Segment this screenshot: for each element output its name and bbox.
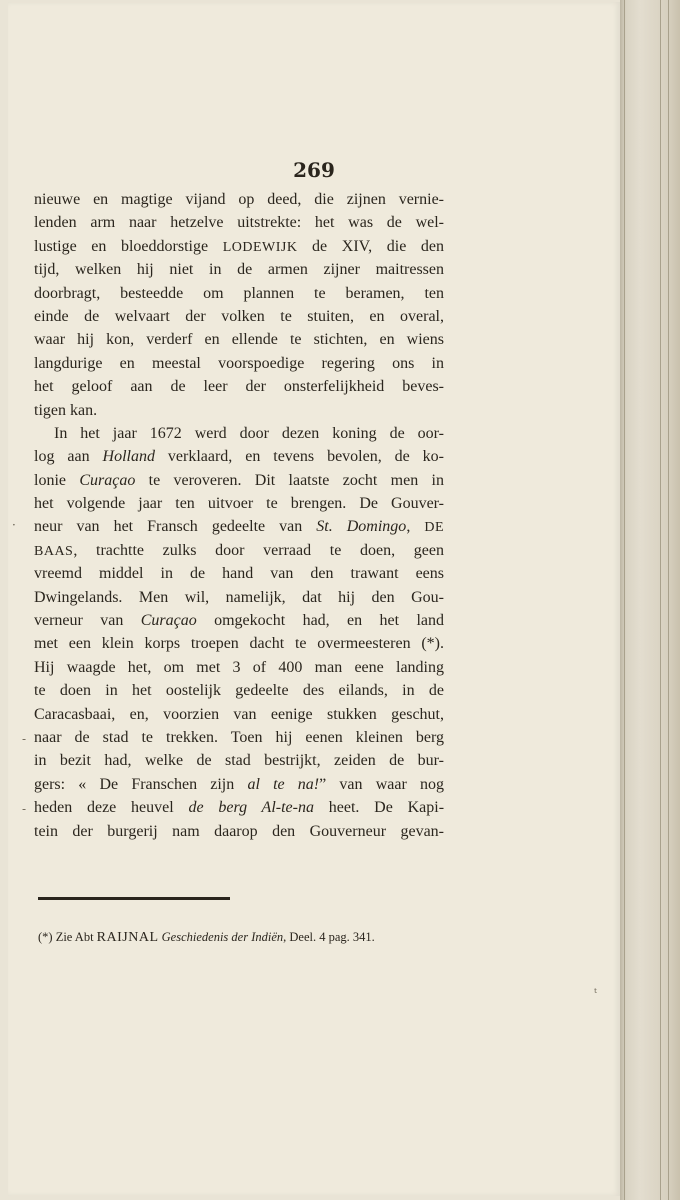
text-line: het geloof aan de leer der onsterfelijkheid beves- (34, 378, 444, 396)
paper-page (8, 2, 620, 1196)
margin-mark: - (22, 732, 27, 746)
footnote: (*) Zie Abt RAIJNAL Geschiedenis der Indiën, Deel. 4 pag. 341. (38, 930, 375, 945)
text-line: lustige en bloeddorstige LODEWIJK de XIV, die den (34, 237, 445, 255)
small-caps-name: BAAS (34, 543, 74, 559)
page-edge (620, 0, 680, 1200)
text-line: nieuwe en magtige vijand op deed, die zijnen vernie- (34, 191, 444, 208)
italic-term: Curaçao (79, 471, 136, 489)
text-line: einde de welvaart der volken te stuiten, en overal, (34, 307, 444, 325)
italic-term: Curaçao (140, 612, 197, 630)
page-number: 269 (293, 158, 335, 182)
italic-term: St. Domingo (316, 518, 407, 536)
text-line: Dwingelands. Men wil, namelijk, dat hij den Gou- (34, 588, 444, 606)
margin-mark: · (12, 518, 16, 532)
text-line: met een klein korps troepen dacht te overmeesteren (*). (34, 635, 444, 653)
text-line: doorbragt, besteedde om plannen te beramen, ten (34, 284, 444, 302)
text-line: naar de stad te trekken. Toen hij eenen kleinen berg (34, 728, 444, 746)
italic-term: al te na! (247, 775, 320, 793)
text-line: lonie Curaçao te veroveren. Dit laatste zocht men in (34, 471, 444, 489)
text-line: langdurige en meestal voorspoedige regering ons in (34, 354, 444, 372)
text-line: gers: « De Franschen zijn al te na!” van waar nog (34, 775, 444, 793)
small-caps-name: LODEWIJK (222, 239, 298, 255)
text-line: log aan Holland verklaard, en tevens bevolen, de ko- (34, 448, 444, 466)
text-line: tigen kan. (34, 401, 98, 419)
italic-term: de berg Al-te-na (188, 799, 314, 817)
edge-line (660, 0, 661, 1200)
text-line: tijd, welken hij niet in de armen zijner maitressen (34, 261, 444, 279)
small-caps-name: RAIJNAL (96, 930, 159, 945)
edge-line (668, 0, 669, 1200)
text-line: tein der burgerij nam daarop den Gouverneur gevan- (34, 822, 444, 840)
text-line: heden deze heuvel de berg Al-te-na heet. De Kapi- (34, 799, 445, 817)
text-line: verneur van Curaçao omgekocht had, en het land (34, 612, 444, 630)
body-text (34, 188, 444, 843)
edge-line (624, 0, 625, 1200)
text-line: waar hij kon, verderf en ellende te stichten, en wiens (34, 331, 444, 349)
margin-mark: - (22, 802, 27, 816)
text-line: te doen in het oostelijk gedeelte des eilands, in de (34, 682, 444, 700)
text-line: vreemd middel in de hand van den trawant eens (34, 565, 444, 583)
footnote-rule (38, 897, 230, 900)
italic-term: Holland (102, 448, 155, 466)
small-caps-name: DE (424, 520, 445, 536)
text-line: Hij waagde het, om met 3 of 400 man eene landing (34, 658, 444, 676)
text-line: in bezit had, welke de stad bestrijkt, zeiden de bur- (34, 752, 444, 770)
text-line: In het jaar 1672 werd door dezen koning de oor- (54, 424, 444, 442)
text-line: Caracasbaai, en, voorzien van eenige stukken geschut, (34, 705, 444, 723)
italic-term: Geschiedenis der Indiën (161, 930, 284, 944)
text-line: lenden arm naar hetzelve uitstrekte: het was de wel- (34, 214, 444, 232)
margin-mark: ᵗ (594, 986, 597, 1000)
text-line: BAAS, trachtte zulks door verraad te doen, geen (34, 541, 444, 559)
text-line: het volgende jaar ten uitvoer te brengen. De Gouver- (34, 495, 444, 513)
text-line: neur van het Fransch gedeelte van St. Domingo, DE (34, 518, 445, 536)
